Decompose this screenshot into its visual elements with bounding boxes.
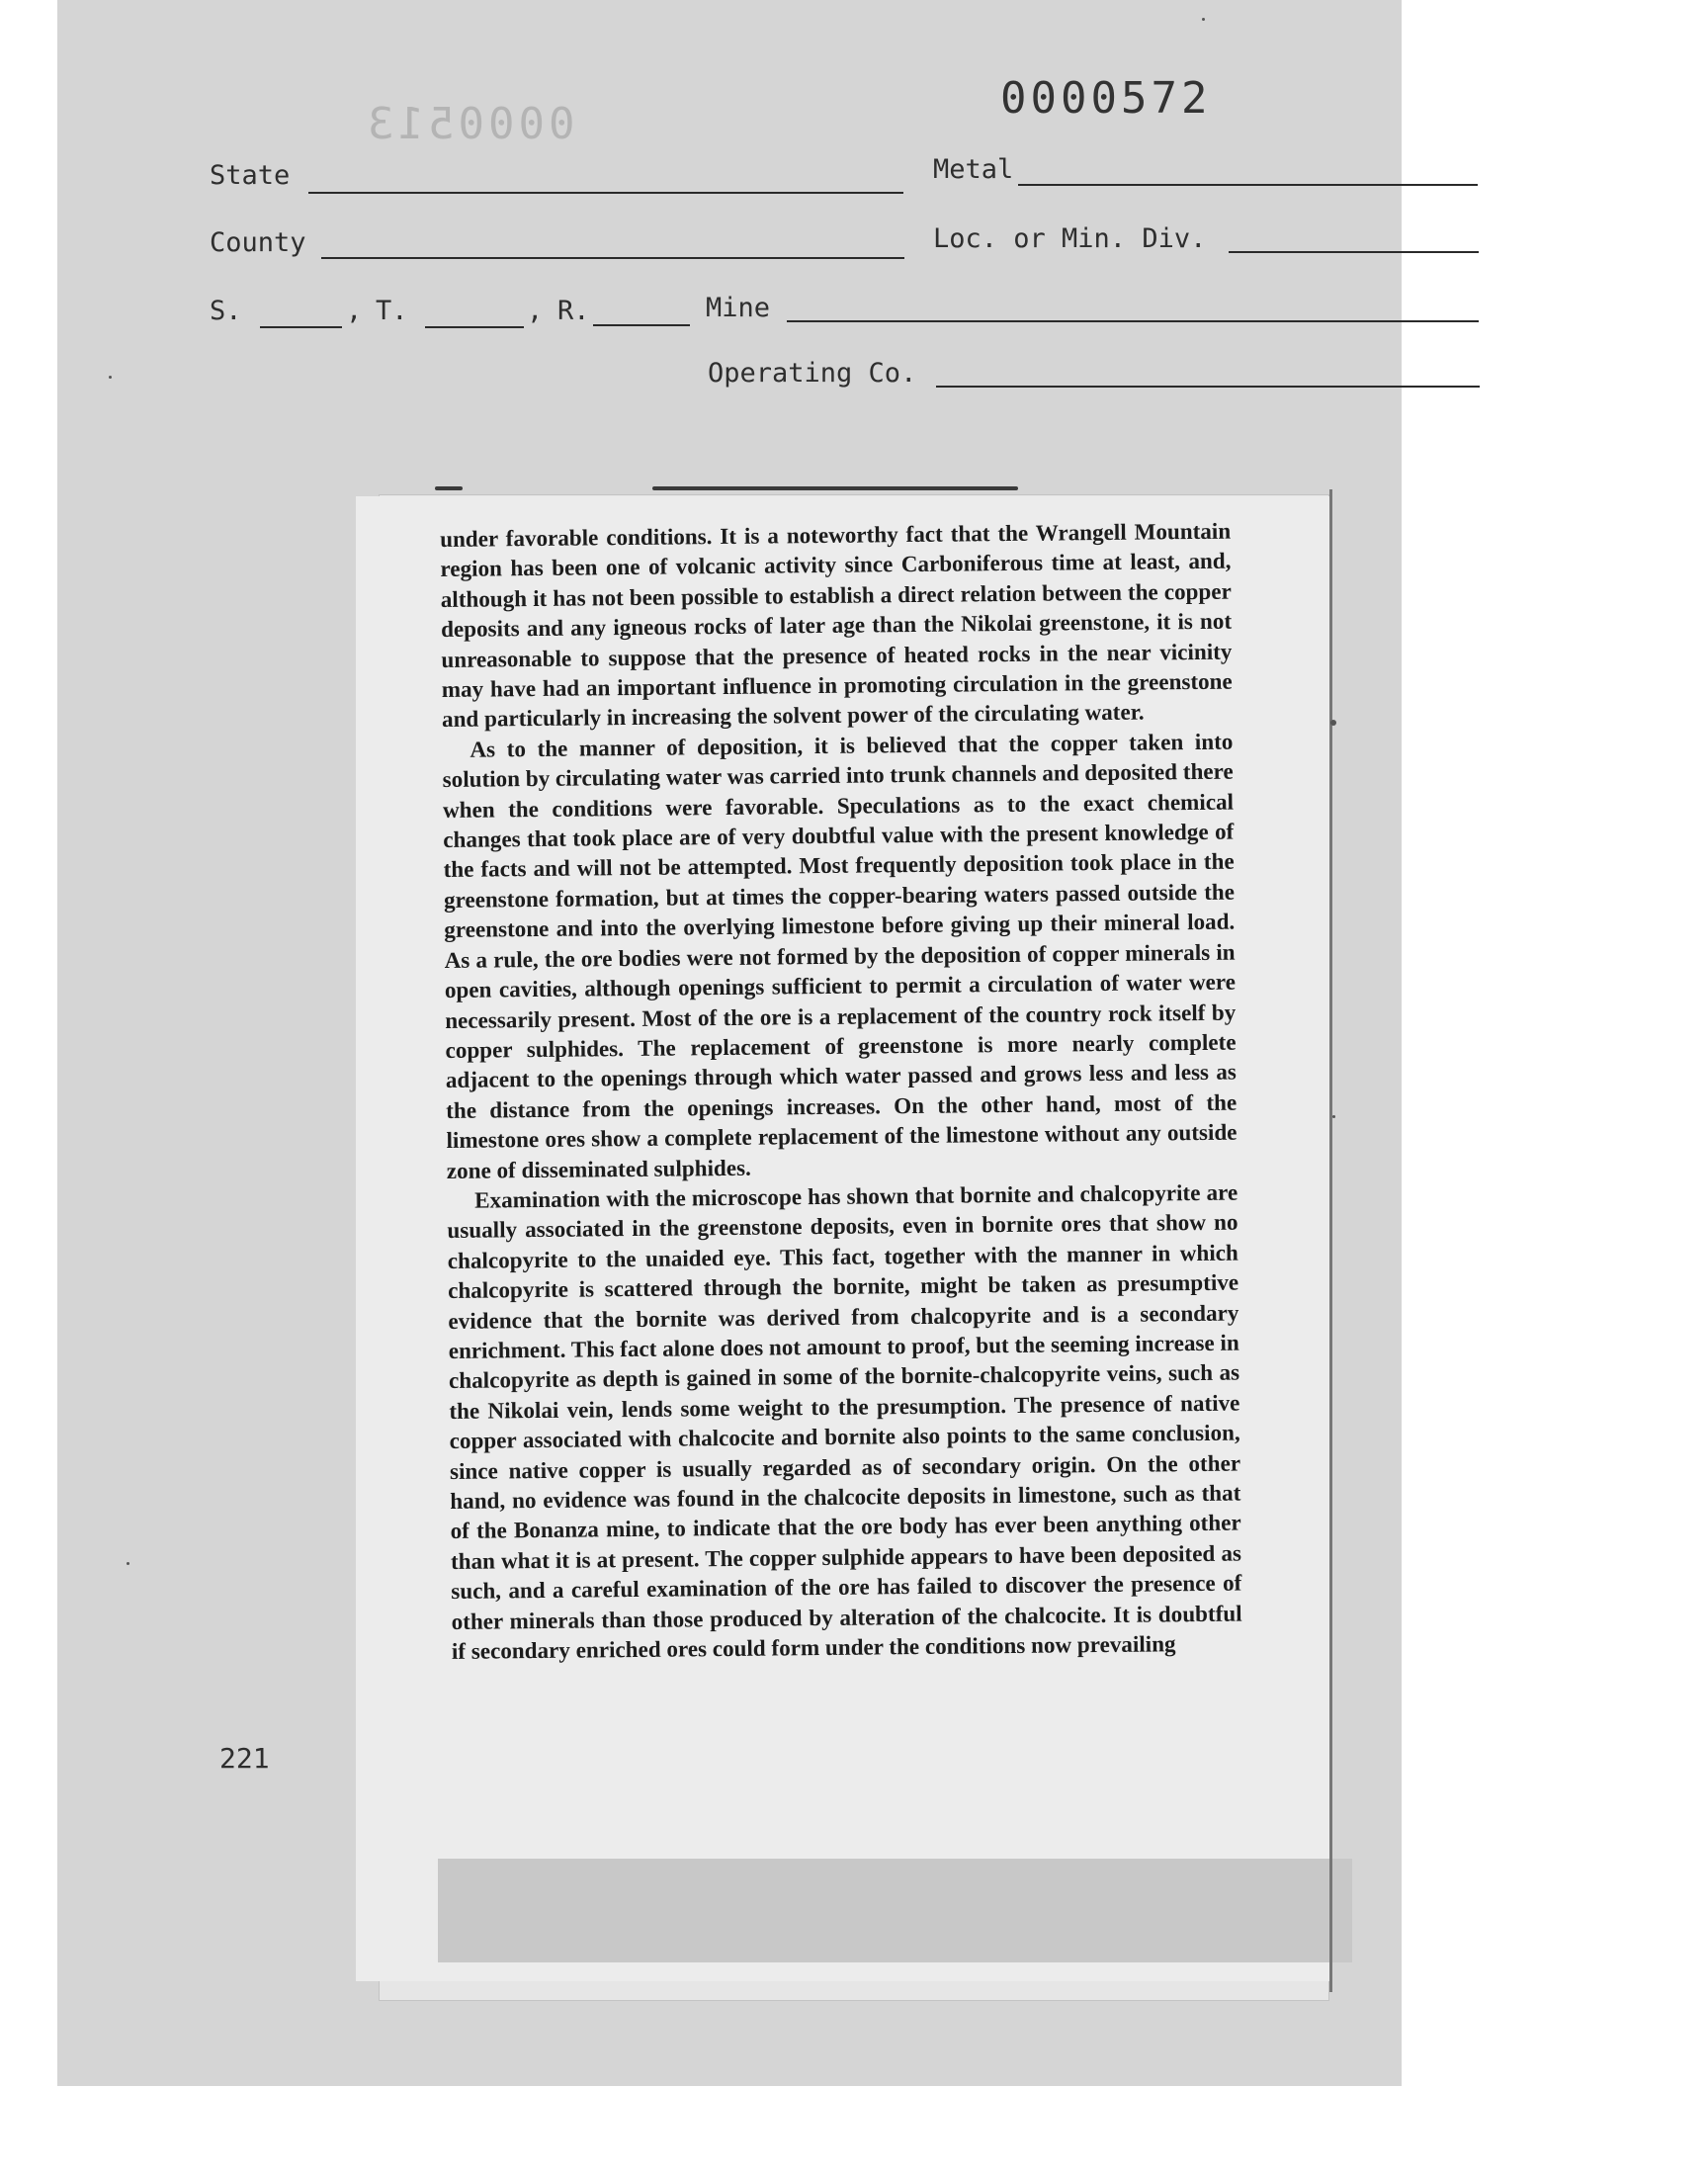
section-field-line[interactable] <box>260 326 342 328</box>
clipping-cut-running-head <box>435 486 1018 498</box>
scan-speck <box>109 376 112 379</box>
clipping-text <box>440 516 1242 1667</box>
metal-field-line[interactable] <box>1018 184 1478 186</box>
location-field-line[interactable] <box>1229 251 1479 253</box>
state-field-line[interactable] <box>308 192 903 194</box>
location-label: Loc. or Min. Div. <box>933 223 1207 254</box>
document-number: 0000572 <box>1000 73 1212 124</box>
clipping-paragraph: As to the manner of deposition, it is believed that the copper taken into solution by circulating water was carried into trunk channels and deposited there when the conditions were favorable. Speculations as to the exact chemical changes that took place are of very doubtful value with the present knowledge of the facts and will not be attempted. Most frequently deposition took place in the greenstone formation, but at times the copper-bearing waters passed outside the greenstone and into the overlying limestone before giving up their mineral load. As a rule, the ore bodies were not formed by the deposition of copper minerals in open cavities, although openings sufficient to permit a circulation of water were necessarily present. Most of the ore is a replacement of the country rock itself by copper sulphides. The replacement of greenstone is more nearly complete adjacent to the openings through which water passed and grows less and less as the distance from the openings increases. On the other hand, most of the limestone ores show a complete replacement of the limestone without any outside zone of disseminated sulphides. <box>442 728 1238 1183</box>
clipping-right-edge <box>1329 489 1332 1992</box>
clipping-paragraph: Examination with the microscope has shown that bornite and chalcopyrite are usually associated in the greenstone deposits, even in bornite ores that show no chalcopyrite to the unaided eye. This fact, together with the manner in which chalcopyrite is scattered through the bornite, might be taken as presumptive evidence that the bornite was derived from chalcopyrite and is a secondary enrichment. This fact alone does not amount to proof, but the seeming increase in chalcopyrite as depth is gained in some of the bornite-chalcopyrite veins, such as the Nikolai vein, lends some weight to the presumption. The presence of native copper associated with chalcocite and bornite also points to the same conclusion, since native copper is usually regarded as of secondary origin. On the other hand, no evidence was found in the chalcocite deposits in limestone, such as that of the Bonanza mine, to indicate that the ore body has ever been anything other than what it is at present. The copper sulphide appears to have been deposited as such, and a careful examination of the ore has failed to discover the presence of other minerals than those produced by alteration of the chalcocite. It is doubtful if secondary enriched ores could form under the conditions now prevailing <box>447 1178 1242 1664</box>
mine-field-line[interactable] <box>787 320 1479 322</box>
township-field-line[interactable] <box>425 326 524 328</box>
county-label: County <box>210 227 306 258</box>
clipping-paragraph: under favorable conditions. It is a noteworthy fact that the Wrangell Mountain region has been one of volcanic activity since Carboniferous time at least, and, although it has not been possible to establish a direct relation between the copper deposits and any igneous rocks of later age than the Nikolai greenstone, it is not unreasonable to suppose that the presence of heated rocks in the near vicinity may have had an important influence in promoting circulation in the greenstone and particularly in increasing the solvent power of the circulating water. <box>440 517 1233 733</box>
scan-speck <box>1202 18 1205 21</box>
operating-co-field-line[interactable] <box>936 386 1480 388</box>
township-comma: , <box>527 296 544 326</box>
clipping-bottom-shadow <box>438 1859 1352 1962</box>
township-label: T. <box>376 296 408 326</box>
range-field-line[interactable] <box>593 324 690 326</box>
state-label: State <box>210 160 291 191</box>
scan-speck <box>127 1562 129 1565</box>
county-field-line[interactable] <box>321 257 904 259</box>
metal-label: Metal <box>933 154 1014 185</box>
mirrored-document-number: 0000513 <box>364 99 575 149</box>
section-comma: , <box>346 296 363 326</box>
mine-label: Mine <box>706 293 771 323</box>
range-label: R. <box>557 296 590 326</box>
operating-co-label: Operating Co. <box>708 358 917 389</box>
page-number: 221 <box>219 1742 270 1775</box>
section-label: S. <box>210 296 242 326</box>
scan-speck <box>1332 1115 1335 1118</box>
scan-speck <box>1330 720 1336 726</box>
